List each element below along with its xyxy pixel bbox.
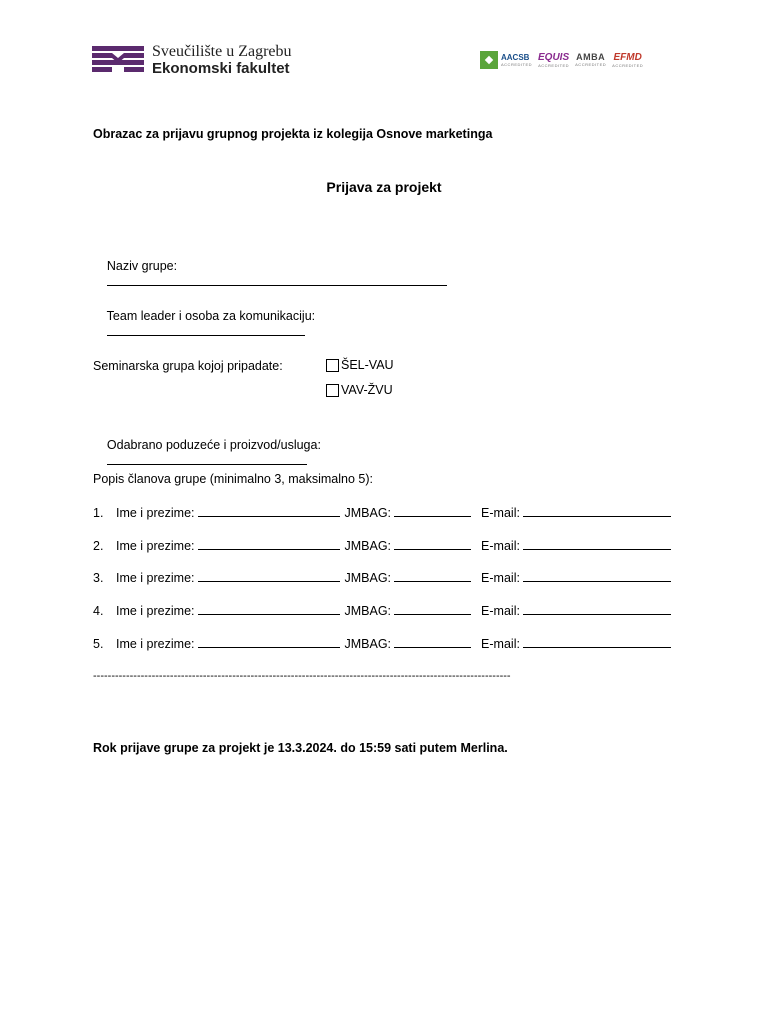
- form-title: Prijava za projekt: [326, 179, 442, 195]
- amba-logo: [575, 53, 606, 67]
- seminar-label: Seminarska grupa kojoj pripadate:: [93, 359, 283, 373]
- member-number: 5.: [93, 637, 104, 651]
- team-leader-field[interactable]: [107, 323, 305, 336]
- member-email-label: E-mail:: [481, 539, 520, 553]
- faculty-name: Ekonomski fakultet: [152, 59, 290, 77]
- team-leader-label: Team leader i osoba za komunikaciju:: [106, 309, 316, 323]
- member-name-label: Ime i prezime:: [116, 539, 195, 553]
- university-name: Sveučilište u Zagrebu: [152, 43, 292, 60]
- member-row: [93, 569, 676, 585]
- member-email-field[interactable]: [523, 569, 671, 582]
- member-jmbag-field[interactable]: [394, 504, 471, 517]
- amba-sub: ACCREDITED: [575, 62, 607, 67]
- member-email-label: E-mail:: [481, 637, 520, 651]
- member-name-label: Ime i prezime:: [116, 506, 195, 520]
- efmd-logo: [612, 53, 643, 68]
- efmd-label: EFMD: [613, 51, 642, 63]
- member-jmbag-label: JMBAG:: [344, 637, 392, 651]
- member-name-field[interactable]: [198, 504, 340, 517]
- member-email-field[interactable]: [523, 504, 671, 517]
- member-email-field[interactable]: [523, 602, 671, 615]
- seminar-option-vav-zvu[interactable]: [326, 383, 393, 397]
- member-name-field[interactable]: [198, 602, 340, 615]
- faculty-emblem-icon: [92, 44, 144, 76]
- member-jmbag-label: JMBAG:: [344, 506, 392, 520]
- member-row: [93, 602, 676, 618]
- team-leader-row: [93, 295, 315, 353]
- checkbox[interactable]: [326, 359, 339, 372]
- member-number: 2.: [93, 539, 104, 553]
- member-email-label: E-mail:: [481, 506, 520, 520]
- seminar-option-label: VAV-ŽVU: [341, 383, 393, 397]
- member-row: [93, 635, 676, 651]
- form-intro: Obrazac za prijavu grupnog projekta iz kolegija Osnove marketinga: [93, 127, 493, 141]
- separator-line: ------------------------------------------------------------------------------------------------------------------: [93, 670, 511, 682]
- member-jmbag-field[interactable]: [394, 635, 471, 648]
- equis-sub: ACCREDITED: [538, 62, 570, 68]
- equis-label: EQUIS: [538, 51, 570, 63]
- member-jmbag-label: JMBAG:: [344, 539, 392, 553]
- aacsb-icon: [480, 51, 498, 69]
- member-jmbag-field[interactable]: [394, 602, 471, 615]
- seminar-option-label: ŠEL-VAU: [341, 358, 394, 372]
- accreditation-logos: [480, 44, 643, 76]
- deadline-note: Rok prijave grupe za projekt je 13.3.2024. do 15:59 sati putem Merlina.: [93, 741, 508, 755]
- group-name-label: Naziv grupe:: [106, 259, 178, 273]
- member-name-label: Ime i prezime:: [116, 604, 195, 618]
- group-name-field[interactable]: [107, 273, 447, 286]
- member-name-field[interactable]: [198, 635, 340, 648]
- members-label: Popis članova grupe (minimalno 3, maksimalno 5):: [93, 472, 373, 486]
- member-email-label: E-mail:: [481, 571, 520, 585]
- company-field[interactable]: [107, 452, 307, 465]
- aacsb-sub: ACCREDITED: [501, 61, 533, 67]
- member-email-field[interactable]: [523, 537, 671, 550]
- member-name-field[interactable]: [198, 537, 340, 550]
- member-number: 1.: [93, 506, 104, 520]
- company-label: Odabrano poduzeće i proizvod/usluga:: [106, 438, 321, 452]
- member-name-label: Ime i prezime:: [116, 571, 195, 585]
- member-number: 3.: [93, 571, 104, 585]
- aacsb-label: AACSB: [501, 52, 530, 62]
- faculty-logo: [92, 44, 292, 77]
- member-name-label: Ime i prezime:: [116, 637, 195, 651]
- aacsb-logo: [480, 51, 532, 69]
- member-row: [93, 504, 676, 520]
- member-number: 4.: [93, 604, 104, 618]
- member-email-field[interactable]: [523, 635, 671, 648]
- member-name-field[interactable]: [198, 569, 340, 582]
- member-email-label: E-mail:: [481, 604, 520, 618]
- member-row: [93, 537, 676, 553]
- checkbox[interactable]: [326, 384, 339, 397]
- seminar-option-sel-vau[interactable]: [326, 358, 394, 372]
- amba-label: AMBA: [576, 52, 606, 62]
- member-jmbag-field[interactable]: [394, 569, 471, 582]
- member-jmbag-field[interactable]: [394, 537, 471, 550]
- member-jmbag-label: JMBAG:: [344, 604, 392, 618]
- member-jmbag-label: JMBAG:: [344, 571, 392, 585]
- efmd-sub: ACCREDITED: [612, 62, 644, 68]
- equis-logo: [538, 53, 569, 68]
